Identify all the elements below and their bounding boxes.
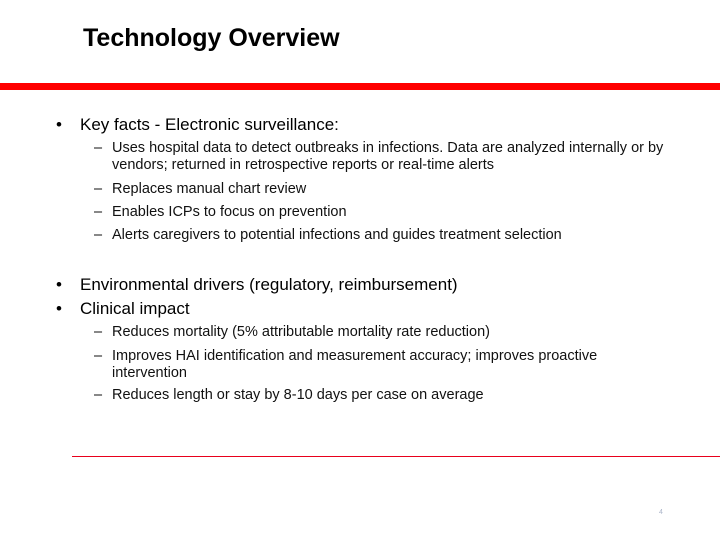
sub-bullet-text: Reduces mortality (5% attributable mortality rate reduction) xyxy=(112,324,490,340)
dash-icon: – xyxy=(94,348,103,364)
sub-bullet-text: Replaces manual chart review xyxy=(112,181,307,197)
dash-icon: – xyxy=(94,181,103,197)
sub-bullet-item xyxy=(94,324,664,341)
sub-bullet-item xyxy=(94,387,664,404)
page-title: Technology Overview xyxy=(83,24,340,52)
bullet-icon: • xyxy=(56,115,62,134)
sub-bullet-item xyxy=(94,348,664,382)
bullet-text: Key facts - Electronic surveillance: xyxy=(80,115,339,134)
sub-bullet-item xyxy=(94,227,664,244)
bullet-text: Environmental drivers (regulatory, reimbursement) xyxy=(80,275,458,294)
dash-icon: – xyxy=(94,387,103,403)
dash-icon: – xyxy=(94,140,103,156)
sub-bullet-text: Improves HAI identification and measurement accuracy; improves proactive intervention xyxy=(112,348,598,381)
bullet-item xyxy=(56,274,458,296)
page-number: 4 xyxy=(659,509,663,516)
dash-icon: – xyxy=(94,227,103,243)
sub-bullet-text: Uses hospital data to detect outbreaks in infections. Data are analyzed internally or by vendors; returned in retrospective reports or real-time alerts xyxy=(112,140,664,173)
title-divider xyxy=(0,83,720,90)
bullet-icon: • xyxy=(56,275,62,294)
sub-bullet-text: Alerts caregivers to potential infections and guides treatment selection xyxy=(112,227,562,243)
sub-bullet-text: Reduces length or stay by 8-10 days per case on average xyxy=(112,387,484,403)
bullet-item xyxy=(56,114,339,136)
sub-bullet-item xyxy=(94,140,664,174)
sub-bullet-item xyxy=(94,204,664,221)
bullet-icon: • xyxy=(56,299,62,318)
footer-divider xyxy=(72,456,720,457)
bullet-item xyxy=(56,298,190,320)
dash-icon: – xyxy=(94,324,103,340)
bullet-text: Clinical impact xyxy=(80,299,190,318)
sub-bullet-text: Enables ICPs to focus on prevention xyxy=(112,204,347,220)
dash-icon: – xyxy=(94,204,103,220)
sub-bullet-item xyxy=(94,181,664,198)
